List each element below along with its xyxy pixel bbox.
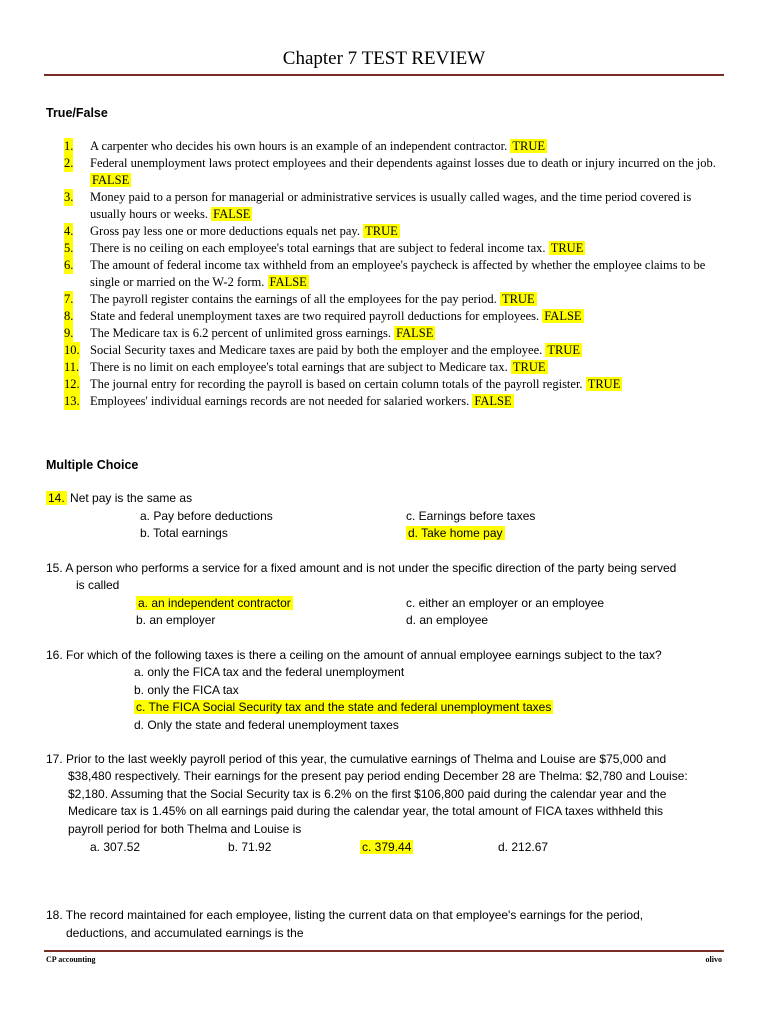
q14-option-a: a. Pay before deductions xyxy=(140,509,273,523)
tf-item xyxy=(64,189,724,223)
title-rule xyxy=(44,74,724,76)
q14-option-d: d. Take home pay xyxy=(408,526,503,540)
tf-item-number: 11. xyxy=(64,360,80,374)
tf-item-answer: FALSE xyxy=(474,394,512,408)
tf-item-answer: TRUE xyxy=(550,241,584,255)
tf-item-number: 3. xyxy=(64,190,74,204)
tf-item-number: 12. xyxy=(64,377,80,391)
q14-option-b: b. Total earnings xyxy=(140,526,228,540)
tf-item-number: 4. xyxy=(64,224,74,238)
tf-item xyxy=(64,223,724,240)
tf-item xyxy=(64,155,724,189)
question-17-line2: $38,480 respectively. Their earnings for the present pay period ending December 28 are Thelma: $2,780 and Louise: xyxy=(68,769,688,783)
q15-option-b: b. an employer xyxy=(136,613,216,627)
tf-item xyxy=(64,308,724,325)
tf-item xyxy=(64,240,724,257)
tf-item-answer: TRUE xyxy=(587,377,621,391)
question-number: 14. xyxy=(48,491,65,505)
tf-item-answer: TRUE xyxy=(547,343,581,357)
tf-item-answer: FALSE xyxy=(269,275,307,289)
tf-item-text: The payroll register contains the earnings of all the employees for the pay period. xyxy=(90,292,497,306)
tf-item-number: 8. xyxy=(64,309,74,323)
question-17-line5: payroll period for both Thelma and Louise is xyxy=(68,822,302,836)
tf-item xyxy=(64,342,724,359)
tf-item-answer: TRUE xyxy=(501,292,535,306)
tf-item xyxy=(64,325,724,342)
question-18-line2: deductions, and accumulated earnings is the xyxy=(66,926,304,940)
tf-item-answer: FALSE xyxy=(92,173,130,187)
q17-option-b: b. 71.92 xyxy=(228,840,272,854)
q16-option-a: a. only the FICA tax and the federal unemployment xyxy=(134,665,405,679)
tf-item-text: Gross pay less one or more deductions equals net pay. xyxy=(90,224,360,238)
tf-item-text: There is no ceiling on each employee's total earnings that are subject to federal income tax. xyxy=(90,241,546,255)
q16-option-c: c. The FICA Social Security tax and the state and federal unemployment taxes xyxy=(136,700,552,714)
section-true-false: True/False xyxy=(46,106,108,120)
question-14 xyxy=(46,490,192,507)
tf-item xyxy=(64,393,724,410)
question-15-line2: is called xyxy=(76,578,120,592)
tf-item-text: The Medicare tax is 6.2 percent of unlimited gross earnings. xyxy=(90,326,391,340)
tf-item-answer: TRUE xyxy=(512,139,545,153)
q14-option-c: c. Earnings before taxes xyxy=(406,509,536,523)
tf-item xyxy=(64,291,724,308)
tf-item-number: 10. xyxy=(64,343,80,357)
tf-item-answer: TRUE xyxy=(365,224,398,238)
tf-item-text: Social Security taxes and Medicare taxes are paid by both the employer and the employee. xyxy=(90,343,543,357)
tf-item-number: 9. xyxy=(64,326,74,340)
question-15-line1: 15. A person who performs a service for a fixed amount and is not under the specific direction of the party being served xyxy=(46,561,677,575)
tf-item-text: Money paid to a person for managerial or administrative services is usually called wages, and the time period covered is usually hours or weeks. xyxy=(90,190,692,221)
tf-item-number: 6. xyxy=(64,258,74,272)
section-multiple-choice: Multiple Choice xyxy=(46,458,139,472)
tf-item-answer: FALSE xyxy=(544,309,582,323)
tf-item-number: 5. xyxy=(64,241,74,255)
q17-option-a: a. 307.52 xyxy=(90,840,141,854)
question-18-line1: 18. The record maintained for each employee, listing the current data on that employee's earnings for the period, xyxy=(46,908,644,922)
question-17-line3: $2,180. Assuming that the Social Security tax is 6.2% on the first $106,800 paid during the calendar year and the xyxy=(68,787,667,801)
tf-item-answer: FALSE xyxy=(396,326,434,340)
tf-item-text: Federal unemployment laws protect employees and their dependents against losses due to death or injury incurred on the job. xyxy=(90,156,716,170)
q15-option-d: d. an employee xyxy=(406,613,489,627)
question-17-line4: Medicare tax is 1.45% on all earnings paid during the calendar year, the total amount of FICA taxes withheld this xyxy=(68,804,664,818)
tf-item-text: Employees' individual earnings records are not needed for salaried workers. xyxy=(90,394,470,408)
tf-item-text: There is no limit on each employee's total earnings that are subject to Medicare tax. xyxy=(90,360,508,374)
q15-option-c: c. either an employer or an employee xyxy=(406,596,605,610)
footer-left: CP accounting xyxy=(46,955,96,964)
tf-item-text: The amount of federal income tax withheld from an employee's paycheck is affected by whether the employee claims to be single or married on the W-2 form. xyxy=(90,258,706,289)
page-title: Chapter 7 TEST REVIEW xyxy=(282,48,486,69)
footer-rule xyxy=(44,950,724,952)
tf-item xyxy=(64,359,724,376)
tf-item-answer: TRUE xyxy=(512,360,546,374)
tf-item-number: 2. xyxy=(64,156,74,170)
tf-item-number: 7. xyxy=(64,292,74,306)
question-16: 16. For which of the following taxes is there a ceiling on the amount of annual employee earnings subject to the tax? xyxy=(46,648,662,662)
q16-option-b: b. only the FICA tax xyxy=(134,683,239,697)
true-false-list xyxy=(64,138,724,410)
question-text: Net pay is the same as xyxy=(70,491,193,505)
footer-right: olivo xyxy=(705,955,722,964)
tf-item-text: State and federal unemployment taxes are two required payroll deductions for employees. xyxy=(90,309,540,323)
tf-item xyxy=(64,257,724,291)
tf-item-text: A carpenter who decides his own hours is an example of an independent contractor. xyxy=(90,139,508,153)
q17-option-c: c. 379.44 xyxy=(362,840,412,854)
q16-option-d: d. Only the state and federal unemployment taxes xyxy=(134,718,399,732)
tf-item-number: 1. xyxy=(64,139,74,153)
tf-item-answer: FALSE xyxy=(213,207,251,221)
tf-item xyxy=(64,138,724,155)
q15-option-a: a. an independent contractor xyxy=(138,596,291,610)
question-17-line1: 17. Prior to the last weekly payroll period of this year, the cumulative earnings of Thelma and Louise are $75,000 and xyxy=(46,752,667,766)
tf-item-text: The journal entry for recording the payroll is based on certain column totals of the payroll register. xyxy=(90,377,583,391)
q17-option-d: d. 212.67 xyxy=(498,840,549,854)
tf-item xyxy=(64,376,724,393)
tf-item-number: 13. xyxy=(64,394,80,408)
